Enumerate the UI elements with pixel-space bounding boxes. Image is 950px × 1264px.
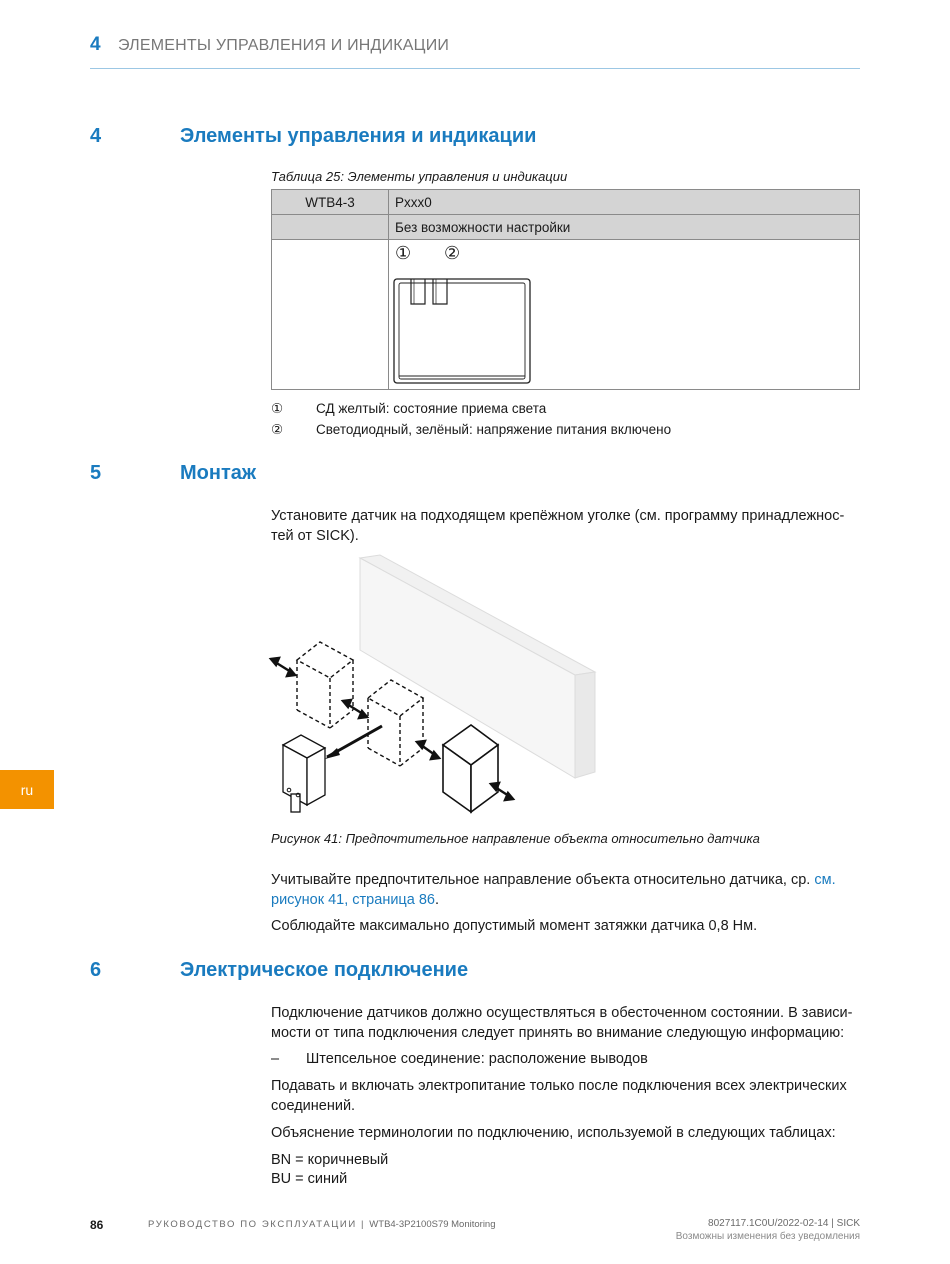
- table-cell-drawing: [389, 240, 860, 390]
- language-tab: ru: [0, 770, 54, 809]
- marker-2: ②: [444, 243, 461, 263]
- torque-paragraph: Соблюдайте максимально допустимый момент затяжки датчика 0,8 Нм.: [271, 918, 758, 934]
- table-row: [272, 240, 860, 390]
- page-number: 86: [90, 1218, 104, 1232]
- table-cell-adjustment: Без возможности настройки: [389, 215, 860, 240]
- terminology-paragraph: Объяснение терминологии по подключению, используемой в следующих таблицах:: [271, 1125, 836, 1141]
- legend-marker: ②: [271, 422, 284, 437]
- sensor-front-drawing: [393, 278, 533, 386]
- table-row: [272, 190, 860, 215]
- section-6-number: 6: [90, 959, 102, 981]
- connection-paragraph: Подключение датчиков должно осуществляться в обесточенном состоянии. В зависи-мости от типа подключения следует принять во внимание следующую информацию:: [271, 1005, 853, 1041]
- direction-paragraph-end: .: [434, 892, 439, 908]
- direction-paragraph: [271, 870, 861, 910]
- footer-product: WTB4-3P2100S79 Monitoring: [369, 1219, 496, 1230]
- section-5-title: Монтаж: [180, 462, 257, 484]
- header-rule: [90, 68, 860, 69]
- wire-color-bn: BN = коричневый: [271, 1152, 389, 1168]
- bullet-dash: –: [271, 1051, 280, 1067]
- table-cell-empty: [272, 240, 389, 390]
- power-paragraph: Подавать и включать электропитание только после подключения всех электрических соединений.: [271, 1078, 847, 1114]
- direction-paragraph-text: Учитывайте предпочтительное направление объекта относительно датчика, ср.: [271, 872, 815, 888]
- table-cell-model: WTB4-3: [272, 190, 389, 215]
- footer-notice: Возможны изменения без уведомления: [675, 1231, 860, 1242]
- table-cell-variant: Pxxx0: [389, 190, 860, 215]
- bullet-text: Штепсельное соединение: расположение выводов: [306, 1051, 648, 1067]
- legend-text: СД желтый: состояние приема света: [316, 401, 547, 416]
- footer-doc-type: РУКОВОДСТВО ПО ЭКСПЛУАТАЦИИ |: [148, 1219, 370, 1230]
- mounting-direction-figure: [265, 550, 605, 830]
- footer-document-title: [148, 1219, 496, 1230]
- footer-doc-id: 8027117.1C0U/2022-02-14 | SICK: [708, 1218, 860, 1229]
- section-4-title: Элементы управления и индикации: [180, 125, 537, 147]
- table-cell-empty: [272, 215, 389, 240]
- wire-color-bu: BU = синий: [271, 1171, 348, 1187]
- section-6-title: Электрическое подключение: [180, 959, 469, 981]
- section-5-number: 5: [90, 462, 102, 484]
- figure-reference-link[interactable]: см. рисунок 41, страница 86: [271, 872, 836, 908]
- marker-1: ①: [395, 243, 412, 263]
- mounting-paragraph: Установите датчик на подходящем крепёжном уголке (см. программу принадлежнос-тей от SICK).: [271, 508, 845, 544]
- header-chapter-number: 4: [90, 34, 101, 55]
- legend-marker: ①: [271, 401, 284, 416]
- figure-caption: Рисунок 41: Предпочтительное направление объекта относительно датчика: [271, 831, 760, 846]
- table-caption: Таблица 25: Элементы управления и индикации: [271, 169, 568, 184]
- controls-table: [271, 189, 860, 390]
- legend-text: Светодиодный, зелёный: напряжение питания включено: [316, 422, 672, 437]
- table-row: [272, 215, 860, 240]
- header-chapter-title: ЭЛЕМЕНТЫ УПРАВЛЕНИЯ И ИНДИКАЦИИ: [118, 37, 450, 54]
- section-4-number: 4: [90, 125, 102, 147]
